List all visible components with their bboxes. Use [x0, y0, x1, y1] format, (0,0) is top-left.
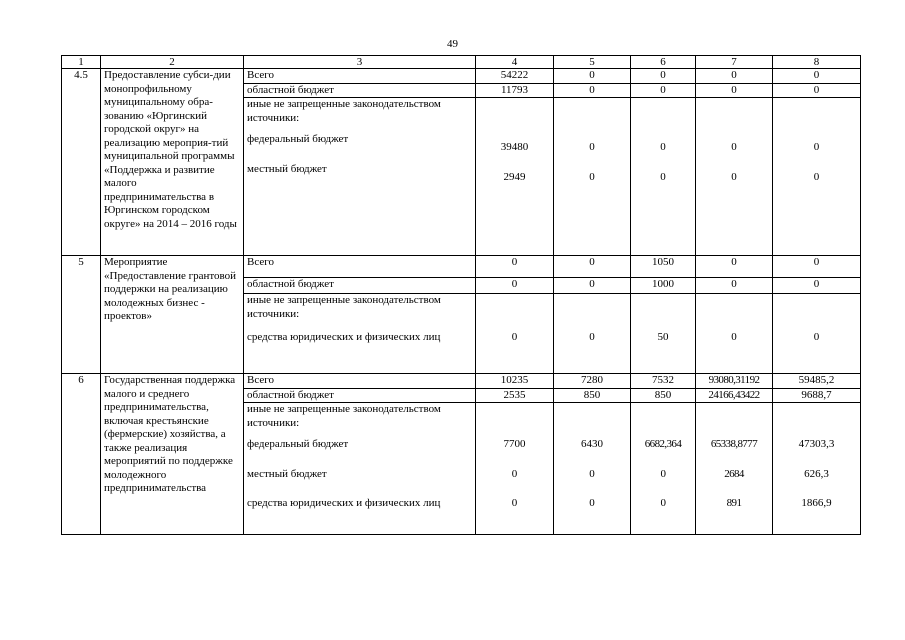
line-label: средства юридических и физических лиц: [247, 331, 441, 343]
header-cell: 3: [244, 56, 476, 69]
value-cell: 6682,364 0 0: [631, 403, 696, 535]
header-cell: 4: [476, 56, 554, 69]
value-cell: 850: [554, 388, 631, 403]
row-name: Предоставление субси-дии монопрофильному муниципальному обра-зованию «Юргинский городской округ» на реализацию мероприя-тий муниципальной программы «Поддержка и развитие малого предпринимательства в Юргинском городском округе» на 2014 – 2016 годы: [101, 69, 244, 256]
line-label: средства юридических и физических лиц: [247, 497, 441, 509]
value-cell: 0: [773, 294, 861, 374]
value-cell: 11793: [476, 83, 554, 98]
value-cell: 7280: [554, 374, 631, 389]
value-cell: 0: [631, 69, 696, 84]
value-cell: 0 0: [773, 98, 861, 256]
line-label: Всего: [244, 256, 476, 278]
value-cell: 0: [773, 256, 861, 278]
value-cell: 0: [554, 256, 631, 278]
value-cell: 0: [554, 83, 631, 98]
table-row: [62, 69, 861, 84]
value-cell: 0: [554, 278, 631, 294]
value-cell: 10235: [476, 374, 554, 389]
row-id: 6: [62, 374, 101, 535]
value-cell: 0: [554, 69, 631, 84]
row-id: 4.5: [62, 69, 101, 256]
value-cell: 0: [476, 256, 554, 278]
value-cell: 0: [696, 83, 773, 98]
value-cell: 1050: [631, 256, 696, 278]
line-label-block: [244, 98, 476, 256]
line-label: иные не запрещенные законодательством источники:: [247, 294, 441, 320]
line-label: федеральный бюджет: [247, 438, 349, 450]
value-cell: 9688,7: [773, 388, 861, 403]
value-cell: 0: [773, 83, 861, 98]
header-cell: 5: [554, 56, 631, 69]
value-cell: 0: [696, 294, 773, 374]
value-cell: 0: [773, 69, 861, 84]
value-cell: 0: [696, 256, 773, 278]
line-label: федеральный бюджет: [247, 133, 349, 145]
value-cell: 850: [631, 388, 696, 403]
header-cell: 2: [101, 56, 244, 69]
row-name: Мероприятие «Предоставление грантовой поддержки на реализацию молодежных бизнес - проектов»: [101, 256, 244, 374]
value-cell: 65338,8777 2684 891: [696, 403, 773, 535]
value-cell: 0: [554, 294, 631, 374]
page-number: 49: [447, 38, 458, 50]
line-label: областной бюджет: [244, 83, 476, 98]
value-cell: 0: [631, 83, 696, 98]
value-cell: 0: [696, 278, 773, 294]
value-cell: 0: [476, 294, 554, 374]
value-cell: 93080,31192: [696, 374, 773, 389]
value-cell: 0 0: [631, 98, 696, 256]
value-cell: 0 0: [696, 98, 773, 256]
value-cell: 39480 2949: [476, 98, 554, 256]
value-cell: 7700 0 0: [476, 403, 554, 535]
header-cell: 8: [773, 56, 861, 69]
value-cell: 2535: [476, 388, 554, 403]
value-cell: 1000: [631, 278, 696, 294]
header-cell: 7: [696, 56, 773, 69]
header-cell: 1: [62, 56, 101, 69]
line-label: областной бюджет: [244, 278, 476, 294]
value-cell: 0 0: [554, 98, 631, 256]
line-label: иные не запрещенные законодательством источники:: [247, 98, 441, 124]
line-label-block: [244, 294, 476, 374]
line-label: Всего: [244, 69, 476, 84]
line-label: Всего: [244, 374, 476, 389]
table-row: [62, 256, 861, 278]
value-cell: 59485,2: [773, 374, 861, 389]
value-cell: 0: [476, 278, 554, 294]
header-row: [62, 56, 861, 69]
row-name: Государственная поддержка малого и среднего предпринимательства, включая крестьянские (фермерские) хозяйства, а также реализация мероприятий по поддержке молодежного предпринимательства: [101, 374, 244, 535]
line-label: областной бюджет: [244, 388, 476, 403]
value-cell: 6430 0 0: [554, 403, 631, 535]
table-row: [62, 374, 861, 389]
value-cell: 0: [696, 69, 773, 84]
value-cell: 47303,3 626,3 1866,9: [773, 403, 861, 535]
value-cell: 54222: [476, 69, 554, 84]
value-cell: 0: [773, 278, 861, 294]
value-cell: 7532: [631, 374, 696, 389]
line-label: иные не запрещенные законодательством источники:: [247, 403, 441, 429]
value-cell: 24166,43422: [696, 388, 773, 403]
row-id: 5: [62, 256, 101, 374]
value-cell: 50: [631, 294, 696, 374]
header-cell: 6: [631, 56, 696, 69]
line-label-block: [244, 403, 476, 535]
budget-table: [61, 55, 861, 535]
line-label: местный бюджет: [247, 467, 327, 480]
line-label: местный бюджет: [247, 162, 327, 175]
